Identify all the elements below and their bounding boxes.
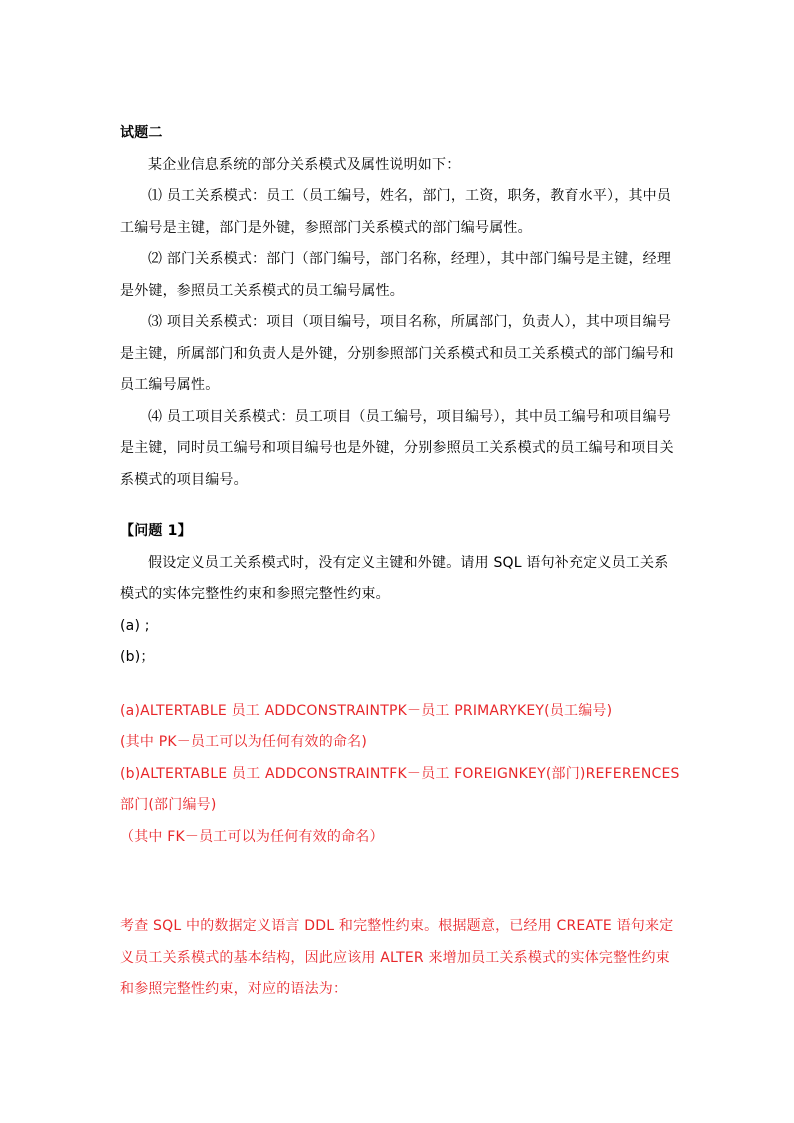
document-body: [120, 118, 680, 1006]
item-2-paragraph: ⑵ 部门关系模式：部门（部门编号，部门名称，经理），其中部门编号是主键，经理是外键，参照员工关系模式的员工编号属性。: [120, 251, 672, 299]
section-title: 试题二: [120, 125, 163, 141]
item-4-paragraph: ⑷ 员工项目关系模式：员工项目（员工编号，项目编号），其中员工编号和项目编号是主键，同时员工编号和项目编号也是外键，分别参照员工关系模式的员工编号和项目关系模式的项目编号。: [120, 408, 674, 488]
question-text: 假设定义员工关系模式时，没有定义主键和外键。请用 SQL 语句补充定义员工关系模式的实体完整性约束和参照完整性约束。: [120, 554, 669, 602]
answer-a: (a)ALTERTABLE 员工 ADDCONSTRAINTPK－员工 PRIMARYKEY(员工编号): [120, 702, 613, 719]
question-title: 【问题 1】: [120, 523, 192, 539]
item-3-paragraph: ⑶ 项目关系模式：项目（项目编号，项目名称，所属部门，负责人），其中项目编号是主键，所属部门和负责人是外键，分别参照部门关系模式和员工关系模式的部门编号和员工编号属性。: [120, 314, 674, 393]
intro-paragraph: 某企业信息系统的部分关系模式及属性说明如下：: [148, 156, 461, 173]
blank-a: (a) ;: [120, 617, 150, 634]
item-1-paragraph: ⑴ 员工关系模式：员工（员工编号，姓名，部门，工资，职务，教育水平），其中员工编号是主键，部门是外键，参照部门关系模式的部门编号属性。: [120, 188, 672, 236]
spacer: [120, 496, 680, 516]
answer-b: (b)ALTERTABLE 员工 ADDCONSTRAINTFK－员工 FOREIGNKEY(部门)REFERENCES 部门(部门编号): [120, 765, 680, 813]
analysis-paragraph: 考查 SQL 中的数据定义语言 DDL 和完整性约束。根据题意，已经用 CREATE 语句来定义员工关系模式的基本结构，因此应该用 ALTER 来增加员工关系模式的实体完整性约束和参照完整性约束，对应的语法为：: [120, 918, 674, 997]
spacer: [120, 674, 680, 696]
spacer: [120, 853, 680, 911]
answer-b-note: （其中 FK－员工可以为任何有效的命名）: [120, 828, 384, 845]
answer-a-note: (其中 PK－员工可以为任何有效的命名): [120, 734, 367, 750]
blank-b: (b)；: [120, 649, 155, 665]
